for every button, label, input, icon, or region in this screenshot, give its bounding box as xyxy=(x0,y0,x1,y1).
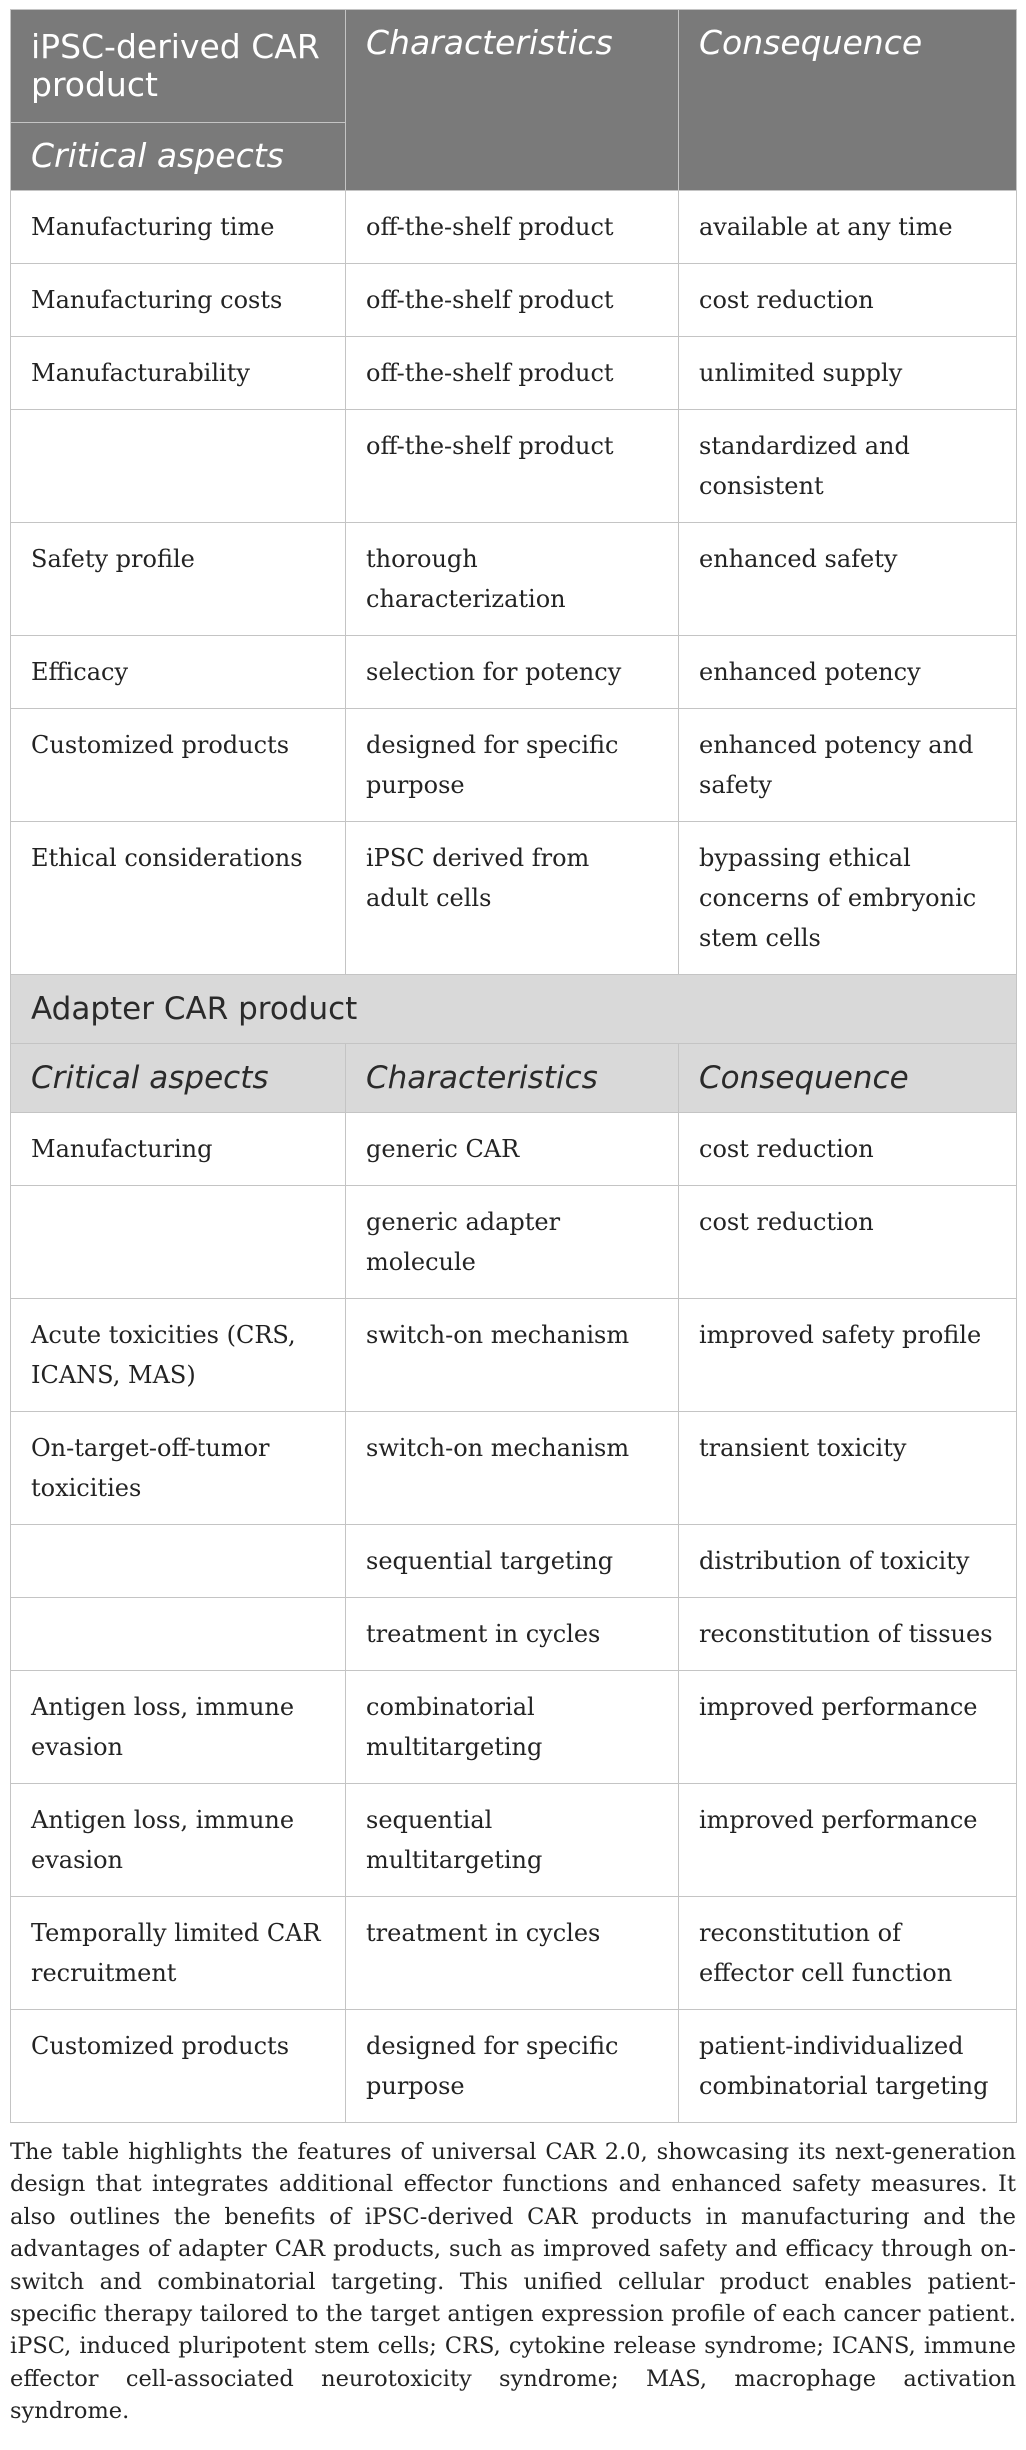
characteristic-cell: off-the-shelf product xyxy=(346,337,679,410)
critical-aspect-cell: Manufacturing xyxy=(11,1113,346,1186)
critical-aspect-cell: Manufacturing costs xyxy=(11,264,346,337)
critical-aspect-cell: Customized products xyxy=(11,2010,346,2123)
critical-aspect-cell: On-target-off-tumor toxicities xyxy=(11,1412,346,1525)
table-row xyxy=(11,1525,1017,1598)
critical-aspect-cell xyxy=(11,1525,346,1598)
consequence-cell: improved safety profile xyxy=(679,1299,1017,1412)
characteristic-cell: treatment in cycles xyxy=(346,1897,679,2010)
car-products-table xyxy=(10,9,1017,2123)
section2-header-critical-aspects: Critical aspects xyxy=(11,1044,346,1113)
characteristic-cell: sequential targeting xyxy=(346,1525,679,1598)
section1-header-characteristics: Characteristics xyxy=(346,10,679,191)
characteristic-cell: off-the-shelf product xyxy=(346,191,679,264)
consequence-cell: enhanced safety xyxy=(679,523,1017,636)
table-row xyxy=(11,410,1017,523)
consequence-cell: patient-individualized combinatorial targeting xyxy=(679,2010,1017,2123)
critical-aspect-cell: Temporally limited CAR recruitment xyxy=(11,1897,346,2010)
characteristic-cell: iPSC derived from adult cells xyxy=(346,822,679,975)
characteristic-cell: generic CAR xyxy=(346,1113,679,1186)
table-row xyxy=(11,1186,1017,1299)
consequence-cell: bypassing ethical concerns of embryonic stem cells xyxy=(679,822,1017,975)
critical-aspect-cell xyxy=(11,1186,346,1299)
characteristic-cell: combinatorial multitargeting xyxy=(346,1671,679,1784)
consequence-cell: distribution of toxicity xyxy=(679,1525,1017,1598)
characteristic-cell: sequential multitargeting xyxy=(346,1784,679,1897)
section2-body xyxy=(11,1113,1017,2123)
section1-body xyxy=(11,191,1017,975)
table-row xyxy=(11,1299,1017,1412)
section2-title: Adapter CAR product xyxy=(11,975,1017,1044)
table-row xyxy=(11,1598,1017,1671)
characteristic-cell: thorough characterization xyxy=(346,523,679,636)
critical-aspect-cell: Manufacturability xyxy=(11,337,346,410)
section1-title: iPSC-derived CAR product xyxy=(11,10,346,123)
table-row xyxy=(11,191,1017,264)
critical-aspect-cell: Antigen loss, immune evasion xyxy=(11,1784,346,1897)
consequence-cell: standardized and consistent xyxy=(679,410,1017,523)
table-container xyxy=(10,9,1016,2450)
consequence-cell: cost reduction xyxy=(679,264,1017,337)
section1-header-consequence: Consequence xyxy=(679,10,1017,191)
consequence-cell: unlimited supply xyxy=(679,337,1017,410)
consequence-cell: improved performance xyxy=(679,1784,1017,1897)
consequence-cell: enhanced potency and safety xyxy=(679,709,1017,822)
section1-header-critical-aspects: Critical aspects xyxy=(11,123,346,191)
critical-aspect-cell: Efficacy xyxy=(11,636,346,709)
characteristic-cell: generic adapter molecule xyxy=(346,1186,679,1299)
consequence-cell: cost reduction xyxy=(679,1113,1017,1186)
characteristic-cell: off-the-shelf product xyxy=(346,410,679,523)
consequence-cell: available at any time xyxy=(679,191,1017,264)
table-footnote: The table highlights the features of universal CAR 2.0, showcasing its next-generation design that integrates additional effector functions and enhanced safety measures. It also outlines the benefits of iPSC-derived CAR products in manufacturing and the advantages of adapter CAR products, such as improved safety and efficacy through on-switch and combinatorial targeting. This unified cellular product enables patient-specific therapy tailored to the target antigen expression profile of each cancer patient. iPSC, induced pluripotent stem cells; CRS, cytokine release syndrome; ICANS, immune effector cell-associated neurotoxicity syndrome; MAS, macrophage activation syndrome. xyxy=(10,2139,1016,2425)
section2-title-row xyxy=(11,975,1017,1044)
characteristic-cell: designed for specific purpose xyxy=(346,709,679,822)
table-row xyxy=(11,337,1017,410)
section2-header xyxy=(11,975,1017,1113)
critical-aspect-cell: Antigen loss, immune evasion xyxy=(11,1671,346,1784)
critical-aspect-cell: Acute toxicities (CRS, ICANS, MAS) xyxy=(11,1299,346,1412)
critical-aspect-cell xyxy=(11,410,346,523)
consequence-cell: transient toxicity xyxy=(679,1412,1017,1525)
consequence-cell: enhanced potency xyxy=(679,636,1017,709)
section2-header-characteristics: Characteristics xyxy=(346,1044,679,1113)
table-row xyxy=(11,1897,1017,2010)
table-row xyxy=(11,264,1017,337)
consequence-cell: improved performance xyxy=(679,1671,1017,1784)
section2-header-consequence: Consequence xyxy=(679,1044,1017,1113)
characteristic-cell: switch-on mechanism xyxy=(346,1299,679,1412)
consequence-cell: reconstitution of effector cell function xyxy=(679,1897,1017,2010)
critical-aspect-cell: Manufacturing time xyxy=(11,191,346,264)
critical-aspect-cell: Customized products xyxy=(11,709,346,822)
table-row xyxy=(11,2010,1017,2123)
table-row xyxy=(11,1784,1017,1897)
table-row xyxy=(11,1671,1017,1784)
characteristic-cell: treatment in cycles xyxy=(346,1598,679,1671)
consequence-cell: cost reduction xyxy=(679,1186,1017,1299)
table-row xyxy=(11,636,1017,709)
characteristic-cell: designed for specific purpose xyxy=(346,2010,679,2123)
table-row xyxy=(11,709,1017,822)
characteristic-cell: switch-on mechanism xyxy=(346,1412,679,1525)
critical-aspect-cell: Safety profile xyxy=(11,523,346,636)
section2-header-row xyxy=(11,1044,1017,1113)
table-row xyxy=(11,523,1017,636)
table-row xyxy=(11,1412,1017,1525)
table-row xyxy=(11,1113,1017,1186)
characteristic-cell: off-the-shelf product xyxy=(346,264,679,337)
section1-header-row xyxy=(11,10,1017,123)
characteristic-cell: selection for potency xyxy=(346,636,679,709)
critical-aspect-cell: Ethical considerations xyxy=(11,822,346,975)
critical-aspect-cell xyxy=(11,1598,346,1671)
consequence-cell: reconstitution of tissues xyxy=(679,1598,1017,1671)
table-row xyxy=(11,822,1017,975)
